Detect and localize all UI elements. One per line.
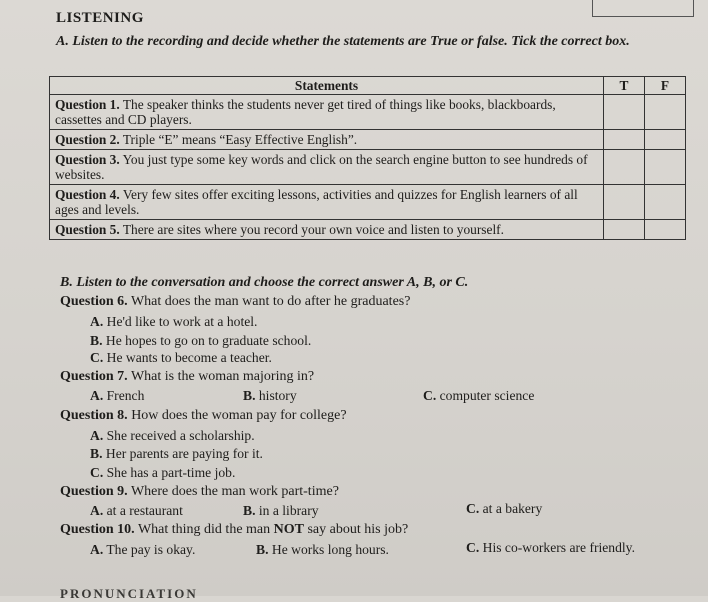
statement-cell: [50, 95, 604, 130]
option-text: She received a scholarship.: [106, 428, 255, 443]
question-text-part: What thing did the man: [137, 522, 274, 537]
q6-option-a[interactable]: [90, 314, 257, 330]
question-label: Question 7.: [60, 369, 128, 384]
question-label: Question 3.: [55, 152, 120, 167]
true-checkbox[interactable]: [604, 130, 645, 150]
question-10: [60, 522, 408, 538]
statement-text: You just type some key words and click on the search engine button to see hundreds of websites.: [55, 152, 588, 182]
table-row: [50, 95, 686, 130]
statement-text: Triple “E” means “Easy Effective English”.: [122, 132, 358, 147]
q8-option-a[interactable]: [90, 428, 255, 444]
q6-option-b[interactable]: [90, 333, 311, 349]
false-header: F: [645, 77, 686, 95]
option-text: French: [106, 388, 145, 403]
false-checkbox[interactable]: [645, 95, 686, 130]
q8-option-b[interactable]: [90, 446, 263, 462]
table-row: [50, 130, 686, 150]
option-text: The pay is okay.: [106, 542, 196, 557]
option-letter: A.: [90, 542, 104, 557]
false-checkbox[interactable]: [645, 220, 686, 240]
statement-cell: [50, 130, 604, 150]
option-text: He wants to become a teacher.: [106, 350, 272, 365]
question-label: Question 5.: [55, 222, 120, 237]
true-header: T: [604, 77, 645, 95]
option-letter: B.: [243, 388, 256, 403]
question-text: [138, 522, 408, 537]
false-checkbox[interactable]: [645, 130, 686, 150]
question-label: Question 8.: [60, 408, 128, 423]
question-text-part: say about his job?: [303, 522, 409, 537]
table-header-row: [50, 77, 686, 95]
option-text: His co-workers are friendly.: [482, 540, 635, 555]
question-text: What does the man want to do after he graduates?: [130, 294, 411, 309]
q8-option-c[interactable]: [90, 465, 235, 481]
statement-text: Very few sites offer exciting lessons, activities and quizzes for English learners of all ages and levels.: [55, 187, 578, 217]
table-row: [50, 220, 686, 240]
option-text: in a library: [258, 503, 319, 518]
option-text: He hopes to go on to graduate school.: [105, 333, 312, 348]
question-label: Question 9.: [60, 484, 128, 499]
q9-option-b[interactable]: [243, 503, 319, 519]
q10-option-a[interactable]: [90, 542, 195, 558]
q6-option-c[interactable]: [90, 350, 272, 366]
statement-cell: [50, 185, 604, 220]
false-checkbox[interactable]: [645, 185, 686, 220]
option-letter: A.: [90, 314, 104, 329]
question-emphasis: NOT: [273, 522, 304, 537]
option-text: history: [258, 388, 297, 403]
statements-header: Statements: [50, 77, 604, 95]
section-heading: LISTENING: [56, 10, 144, 26]
statement-text: The speaker thinks the students never get tired of things like books, blackboards, cassettes and CD players.: [55, 97, 556, 127]
option-letter: C.: [423, 388, 437, 403]
question-label: Question 10.: [60, 522, 135, 537]
question-text: Where does the man work part-time?: [130, 484, 339, 499]
statement-text: There are sites where you record your own voice and listen to yourself.: [122, 222, 504, 237]
option-text: computer science: [439, 388, 535, 403]
option-letter: C.: [90, 350, 104, 365]
part-b-instruction: B. Listen to the conversation and choose the correct answer A, B, or C.: [60, 275, 469, 290]
option-letter: B.: [90, 446, 103, 461]
true-checkbox[interactable]: [604, 150, 645, 185]
table-row: [50, 185, 686, 220]
question-label: Question 1.: [55, 97, 120, 112]
option-text: She has a part-time job.: [106, 465, 236, 480]
question-label: Question 4.: [55, 187, 120, 202]
option-text: He'd like to work at a hotel.: [106, 314, 258, 329]
q9-option-a[interactable]: [90, 503, 183, 519]
question-8: [60, 408, 347, 424]
q7-option-c[interactable]: [423, 388, 534, 404]
question-6: [60, 294, 410, 310]
statements-table: [49, 76, 686, 240]
option-letter: C.: [466, 540, 480, 555]
q10-option-c[interactable]: [466, 540, 635, 556]
option-text: at a restaurant: [106, 503, 183, 518]
option-text: He works long hours.: [271, 542, 389, 557]
statement-cell: [50, 150, 604, 185]
false-checkbox[interactable]: [645, 150, 686, 185]
question-label: Question 6.: [60, 294, 128, 309]
option-text: Her parents are paying for it.: [105, 446, 263, 461]
q9-option-c[interactable]: [466, 501, 542, 517]
option-letter: A.: [90, 388, 104, 403]
corner-box: [592, 0, 694, 17]
true-checkbox[interactable]: [604, 220, 645, 240]
true-checkbox[interactable]: [604, 95, 645, 130]
option-letter: B.: [256, 542, 269, 557]
option-letter: B.: [243, 503, 256, 518]
question-text: What is the woman majoring in?: [130, 369, 315, 384]
true-checkbox[interactable]: [604, 185, 645, 220]
statement-cell: [50, 220, 604, 240]
question-7: [60, 369, 314, 385]
option-letter: B.: [90, 333, 103, 348]
q7-option-a[interactable]: [90, 388, 144, 404]
part-a-instruction: A. Listen to the recording and decide whether the statements are True or false. Tick the correct box.: [56, 34, 630, 49]
option-letter: C.: [466, 501, 480, 516]
q7-option-b[interactable]: [243, 388, 297, 404]
option-text: at a bakery: [482, 501, 543, 516]
option-letter: A.: [90, 503, 104, 518]
q10-option-b[interactable]: [256, 542, 389, 558]
question-9: [60, 484, 339, 500]
option-letter: A.: [90, 428, 104, 443]
table-row: [50, 150, 686, 185]
question-text: How does the woman pay for college?: [131, 408, 347, 423]
question-label: Question 2.: [55, 132, 120, 147]
option-letter: C.: [90, 465, 104, 480]
next-section-heading: PRONUNCIATION: [60, 586, 198, 601]
